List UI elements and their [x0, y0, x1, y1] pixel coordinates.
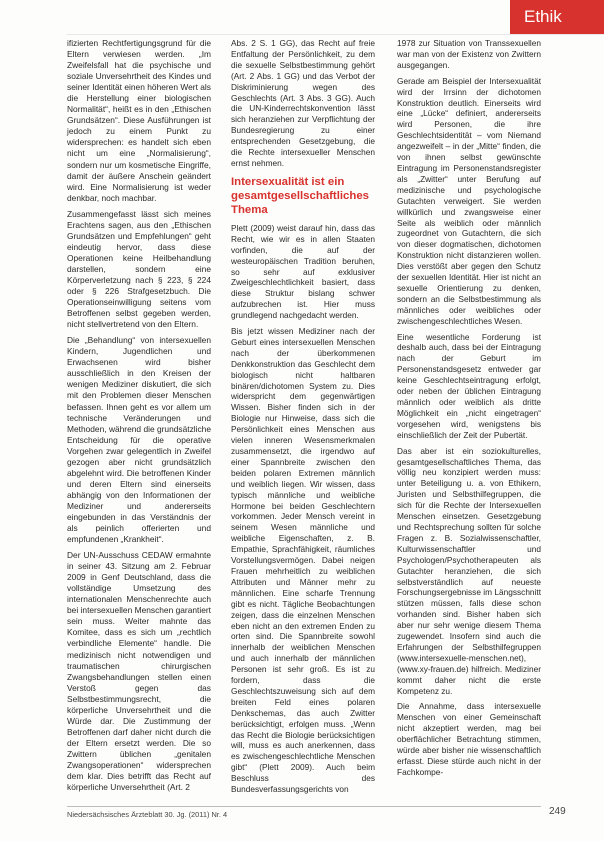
section-rubric: Ethik [510, 0, 604, 34]
paragraph: Gerade am Beispiel der Intersexualität wird der Irrsinn der dichotomen Konstruktion deutlich. Einerseits wird eine „Lücke“ definiert, andererseits wird Personen, die ihre Geschlechtsidentität – vom Niemand angezweifelt – in der „Mitte“ finden, die von ihnen selbst gewünschte Eintragung im Personenstandsregister als „Zwitter“ unter Berufung auf medizinische und psychologische Gutachten verweigert. Sie werden willkürlich und zwangsweise einer Seite als weiblich oder männlich zugeordnet von Gutachtern, die sich von dieser dogmatischen, dichotomen Konstruktion nicht distanzieren wollen. Dies verstößt aber gegen den Schutz der sexuellen Identität. Hier ist nicht an sexuelle Orientierung zu denken, sondern an die Selbstbestimmung als männliches oder weibliches oder zwischengeschlechtliches Wesen. [397, 75, 541, 326]
column-left [67, 38, 211, 798]
column-right [397, 38, 541, 783]
paragraph: ifizierten Rechtfertigungsgrund für die Eltern verwiesen werden. „Im Zweifelsfall hat die psychische und soziale Unversehrtheit des Kindes und seiner Identität einen höheren Wert als die Herstellung einer biologischen Normalität“, heißt es in den „Ethischen Grundsätzen“. Diese Ausführungen ist jedoch zu einem Punkt zu widersprechen: es handelt sich eben nicht um eine „Normalisierung“, sondern nur um kosmetische Eingriffe, damit der äußere Anschein geändert wird. Eine Normalisierung ist weder denkbar, noch machbar. [67, 38, 211, 203]
paragraph: 1978 zur Situation von Transsexuellen war man von der Existenz von Zwittern ausgegangen. [397, 38, 541, 70]
paragraph: Die Annahme, dass intersexuelle Menschen von einer Gemeinschaft nicht akzeptiert werden, mag bei oberflächlicher Betrachtung stimmen, würde aber bisher nie wissenschaftlich erfasst. Diese stürde auch nicht in der Fachkompe- [397, 701, 541, 777]
paragraph: Zusammengefasst lässt sich meines Erachtens sagen, aus den „Ethischen Grundsätzen und Empfehlungen“ geht eindeutig hervor, dass diese Operationen keine Heilbehandlung darstellen, sondern eine Körperverletzung nach § 223, § 224 oder § 226 Strafgesetzbuch. Die Operationseinwilligung seitens vom Betroffenen selbst gegeben werden, nicht stellvertretend von den Eltern. [67, 208, 211, 330]
section-heading: Intersexualität ist ein gesamtgesellschaftliches Thema [231, 175, 370, 216]
paragraph: Der UN-Ausschuss CEDAW ermahnte in seiner 43. Sitzung am 2. Februar 2009 in Genf Deutschland, dass die vollständige Umsetzung des internationalen Menschenrechte auch bei intersexuellen Menschen garantiert sein muss. Weiter mahnte das Komitee, dass es sich um „rechtlich verbindliche Elemente“ handle. Die medizinisch nicht notwendigen und traumatischen chirurgischen Zwangsbehandlungen stellen einen Verstoß gegen das Selbstbestimmungsrecht, die körperliche Unversehrtheit und die Würde dar. Die Zustimmung der Betroffenen darf daher nicht durch die der Eltern ersetzt werden. Die so Zwittern üblichen „genitalen Zwangsoperationen“ widersprechen dem klar. Dies betrifft das Recht auf körperliche Unversehrtheit (Art. 2 [67, 550, 211, 793]
paragraph: Eine wesentliche Forderung ist deshalb auch, dass bei der Eintragung nach der Geburt im Personenstandsgesetz entweder gar keine Geschlechtseintragung erfolgt, oder neben der üblichen Eintragung männlich oder weiblich als dritte Möglichkeit ein „nicht eingetragen“ vorgesehen wird, wenigstens bis einschließlich der Zeit der Pubertät. [397, 331, 541, 440]
top-divider [67, 34, 604, 35]
paragraph: Das aber ist ein soziokulturelles, gesamtgesellschaftliches Thema, das völlig neu konzipiert werden muss: unter Beteiligung u. a. von Ethikern, Juristen und Selbsthilfegruppen, die sich für die Rechte der Intersexuellen Menschen einsetzen. Gesetzgebung und Rechtsprechung sollten für solche Fragen z. B. Sozialwissenschaftler, Kulturwissenschaftler und Psychologen/Psychotherapeuten als Gutachter heranziehen, die sich selbstverständlich auf neueste Forschungsergebnisse im Längsschnitt stützen müssen, falls diese schon vorhanden sind. Bisher haben sich aber nur sehr wenige diesem Thema zugewendet. Insofern sind auch die Erfahrungen der Selbsthilfegruppen (www.intersexuelle-menschen.net), (www.xy-frauen.de) hilfreich. Mediziner kommt daher nicht die erste Kompetenz zu. [397, 445, 541, 696]
footer-divider [67, 806, 541, 807]
column-middle [231, 38, 375, 800]
paragraph: Die „Behandlung“ von intersexuellen Kindern, Jugendlichen und Erwachsenen wird bisher ausschließlich in den Kreisen der wenigen Mediziner diskutiert, die sich mit den Problemen dieser Menschen befassen. Ihnen geht es vor allem um technische Veränderungen und Methoden, während die grundsätzliche Entscheidung für die operative Vorgehen zwar gelegentlich in Zweifel gezogen aber nicht grundsätzlich abgelehnt wird. Die betroffenen Kinder und deren Eltern sind einerseits abhängig von den Informationen der Mediziner und andererseits eingebunden in das Verständnis der als peinlich offerierten und empfundenen „Krankheit“. [67, 335, 211, 545]
paragraph: Bis jetzt wissen Mediziner nach der Geburt eines intersexuellen Menschen nach der überkommenen Denkkonstruktion das Geschlecht dem biologisch nicht haltbaren binären/dichotomen System zu. Dies widerspricht dem gegenwärtigen Wissen. Bisher finden sich in der Biologie nur Hinweise, dass sich die Persönlichkeit eines Menschen aus vielen inneren Wesensmerkmalen zusammensetzt, die irgendwo auf einer Spannbreite zwischen den beiden polaren Extremen männlich und weiblich liegen. Wir wissen, dass typisch männliche und weibliche Hormone bei beiden Geschlechtern vorkommen. Jeder Mensch vereint in seinem Wesen männliche und weibliche Eigenschaften, z. B. Empathie, Sprachfähigkeit, räumliches Vorstellungsvermögen. Dabei neigen Frauen mehrheitlich zu weiblichen Attributen und Männer mehr zu männlichen. Eine scharfe Trennung gibt es nicht. Tägliche Beobachtungen zeigen, dass die einzelnen Menschen eben nicht an den extremen Enden zu orten sind. Die Spannbreite sowohl innerhalb der weiblichen Menschen und auch innerhalb der männlichen Personen ist sehr groß. Es ist zu fordern, dass die Geschlechtszuweisung sich auf dem breiten Feld eines polaren Denkschemas, das auch Zwitter berücksichtigt, erfolgen muss. „Wenn das Recht die Biologie berücksichtigen will, muss es auch anerkennen, dass es zwischengeschlechtliche Menschen gibt“ (Plett 2009). Auch beim Beschluss des Bundesverfassungsgerichts von [231, 326, 375, 795]
paragraph: Abs. 2 S. 1 GG), das Recht auf freie Entfaltung der Persönlichkeit, zu dem die sexuelle Selbstbestimmung gehört (Art. 2 Abs. 1 GG) und das Verbot der Diskriminierung wegen des Geschlechts (Art. 3 Abs. 3 GG). Auch die UN-Kinderrechtskonvention lässt sich heranziehen zur Verpflichtung der Bundesregierung zu einer entsprechenden Gesetzgebung, die die Rechte intersexueller Menschen ernst nehmen. [231, 38, 375, 168]
journal-citation: Niedersächsisches Ärzteblatt 30. Jg. (2011) Nr. 4 [67, 810, 228, 819]
paragraph: Plett (2009) weist darauf hin, dass das Recht, wie wir es in allen Staaten vorfinden, die auf der westeuropäischen Tradition beruhen, so sehr auf exklusiver Zweigeschlechtlichkeit basiert, dass diese Struktur bislang schwer aufzubrechen ist. Hier muss grundlegend nachgedacht werden. [231, 222, 375, 321]
page-number: 249 [549, 806, 566, 817]
